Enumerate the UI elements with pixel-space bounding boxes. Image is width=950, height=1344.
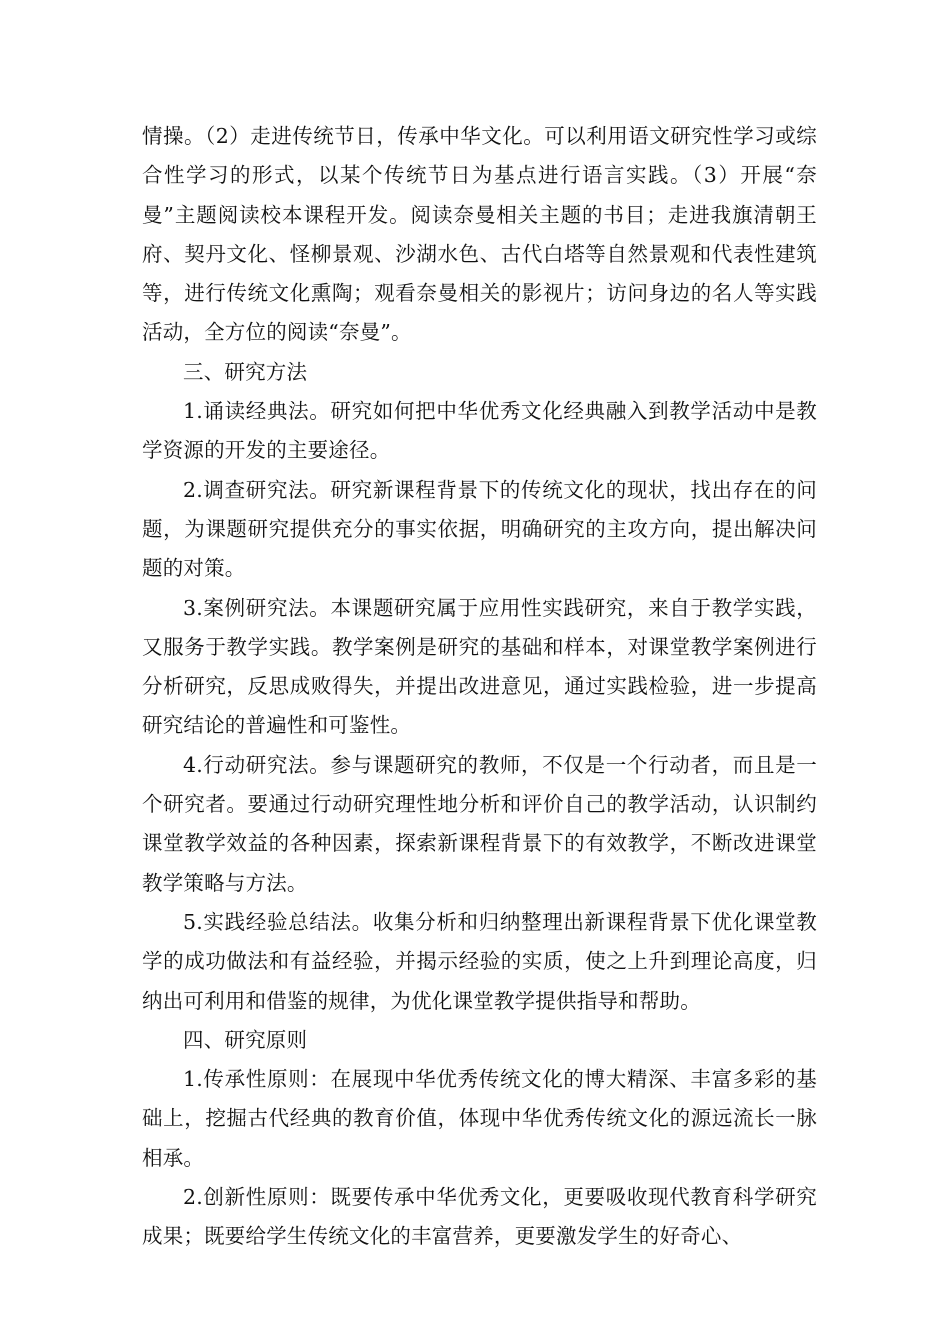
section-heading-research-methods: 三、研究方法 bbox=[183, 359, 308, 384]
method-item-3: 3.案例研究法。本课题研究属于应用性实践研究，来自于教学实践，又服务于教学实践。教学案例是研究的基础和样本，对课堂教学案例进行分析研究，反思成败得失，并提出改进意见，通过实践检验，进一步提高研究结论的普遍性和可鉴性。 bbox=[142, 595, 817, 738]
intro-paragraph: 情操。（2）走进传统节日，传承中华文化。可以利用语文研究性学习或综合性学习的形式，以某个传统节日为基点进行语言实践。（3）开展“奈曼”主题阅读校本课程开发。阅读奈曼相关主题的书目；走进我旗清朝王府、契丹文化、怪柳景观、沙湖水色、古代白塔等自然景观和代表性建筑等，进行传统文化熏陶；观看奈曼相关的影视片；访问身边的名人等实践活动，全方位的阅读“奈曼”。 bbox=[142, 124, 817, 345]
method-item-5: 5.实践经验总结法。收集分析和归纳整理出新课程背景下优化课堂教学的成功做法和有益经验，并揭示经验的实质，使之上升到理论高度，归纳出可利用和借鉴的规律，为优化课堂教学提供指导和帮助。 bbox=[142, 909, 817, 1013]
principle-item-2: 2.创新性原则：既要传承中华优秀文化，更要吸收现代教育科学研究成果；既要给学生传统文化的丰富营养，更要激发学生的好奇心、 bbox=[142, 1185, 817, 1249]
method-item-4: 4.行动研究法。参与课题研究的教师，不仅是一个行动者，而且是一个研究者。要通过行动研究理性地分析和评价自己的教学活动，认识制约课堂教学效益的各种因素，探索新课程背景下的有效教学，不断改进课堂教学策略与方法。 bbox=[142, 752, 817, 895]
section-heading-research-principles: 四、研究原则 bbox=[183, 1027, 308, 1052]
method-item-2: 2.调查研究法。研究新课程背景下的传统文化的现状，找出存在的问题，为课题研究提供充分的事实依据，明确研究的主攻方向，提出解决问题的对策。 bbox=[142, 477, 817, 581]
document-page bbox=[142, 117, 817, 1257]
method-item-1: 1.诵读经典法。研究如何把中华优秀文化经典融入到教学活动中是教学资源的开发的主要途径。 bbox=[142, 399, 817, 463]
principle-item-1: 1.传承性原则：在展现中华优秀传统文化的博大精深、丰富多彩的基础上，挖掘古代经典的教育价值，体现中华优秀传统文化的源远流长一脉相承。 bbox=[142, 1067, 817, 1170]
